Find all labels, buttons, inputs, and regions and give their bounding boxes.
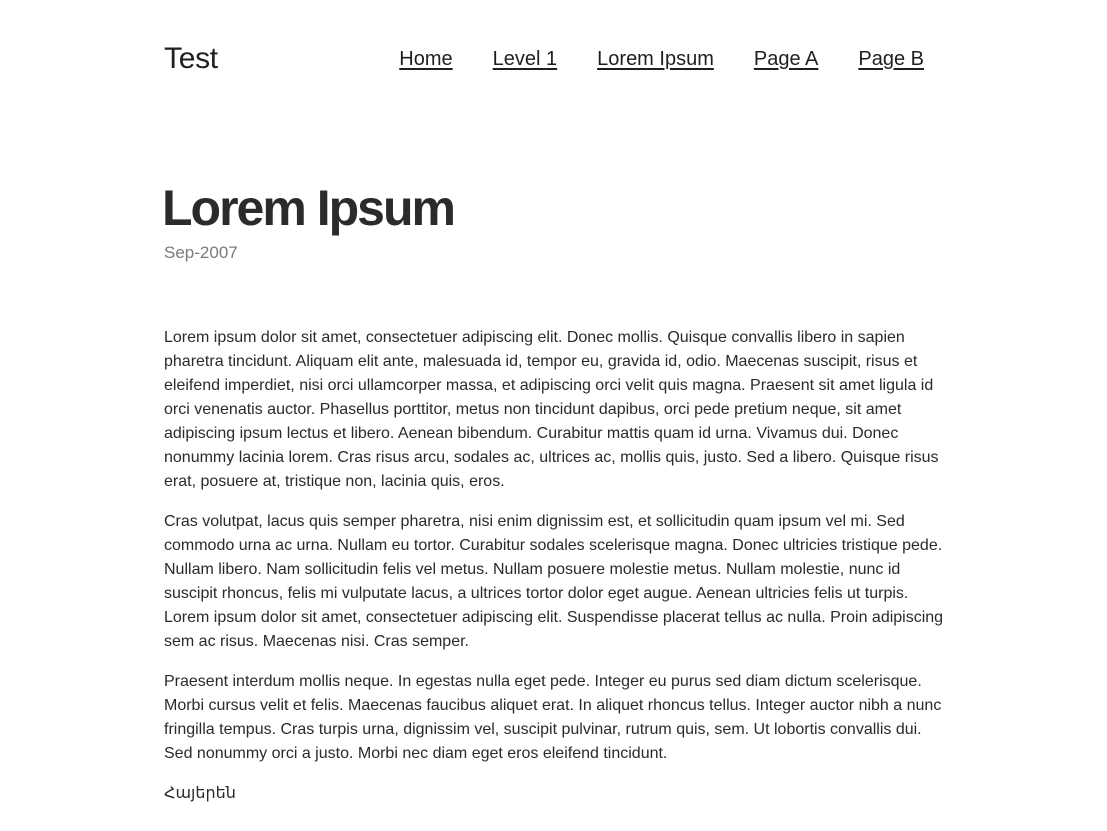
- article-paragraph: Lorem ipsum dolor sit amet, consectetuer adipiscing elit. Donec mollis. Quisque convallis libero in sapien pharetra tincidunt. Aliquam elit ante, malesuada id, tempor eu, gravida id, odio. Maecenas suscipit, risus et eleifend imperdiet, nisi orci ullamcorper massa, et adipiscing orci velit quis magna. Praesent sit amet ligula id orci venenatis auctor. Phasellus porttitor, metus non tincidunt dapibus, orci pede pretium neque, sit amet adipiscing ipsum lectus et libero. Aenean bibendum. Curabitur mattis quam id urna. Vivamus dui. Donec nonummy lacinia lorem. Cras risus arcu, sodales ac, ultrices ac, mollis quis, justo. Sed a libero. Quisque risus erat, posuere at, tristique non, lacinia quis, eros.: [164, 329, 939, 490]
- nav-link-lorem-ipsum[interactable]: Lorem Ipsum: [597, 47, 714, 70]
- main-nav: [399, 48, 924, 71]
- language-link-armenian[interactable]: Հայերեն: [164, 785, 236, 802]
- site-title[interactable]: Test: [164, 42, 218, 75]
- article-paragraph: Cras volutpat, lacus quis semper pharetra, nisi enim dignissim est, et sollicitudin quam ipsum vel mi. Sed commodo urna ac urna. Nullam eu tortor. Curabitur sodales scelerisque magna. Donec ultricies tristique pede. Nullam libero. Nam sollicitudin felis vel metus. Nullam posuere molestie metus. Nullam molestie, nunc id suscipit rhoncus, felis mi vulputate lacus, a ultrices tortor dolor eget augue. Aenean ultricies felis ut turpis. Lorem ipsum dolor sit amet, consectetuer adipiscing elit. Suspendisse placerat tellus ac nulla. Proin adipiscing sem ac risus. Maecenas nisi. Cras semper.: [164, 513, 944, 650]
- nav-link-level-1[interactable]: Level 1: [492, 47, 558, 70]
- page-title: Lorem Ipsum: [162, 180, 454, 236]
- article-body: [164, 326, 944, 806]
- nav-link-home[interactable]: Home: [399, 47, 453, 70]
- article-paragraph: Praesent interdum mollis neque. In egestas nulla eget pede. Integer eu purus sed diam dictum scelerisque. Morbi cursus velit et felis. Maecenas faucibus aliquet erat. In aliquet rhoncus tellus. Integer auctor nibh a nunc fringilla tempus. Cras turpis urna, dignissim vel, suscipit pulvinar, rutrum quis, sem. Ut lobortis convallis dui. Sed nonummy orci a justo. Morbi nec diam eget eros eleifend tincidunt.: [164, 673, 942, 762]
- post-date: Sep-2007: [164, 243, 238, 262]
- site-header: [164, 36, 924, 82]
- nav-link-page-a[interactable]: Page A: [753, 47, 819, 70]
- nav-link-page-b[interactable]: Page B: [858, 47, 924, 70]
